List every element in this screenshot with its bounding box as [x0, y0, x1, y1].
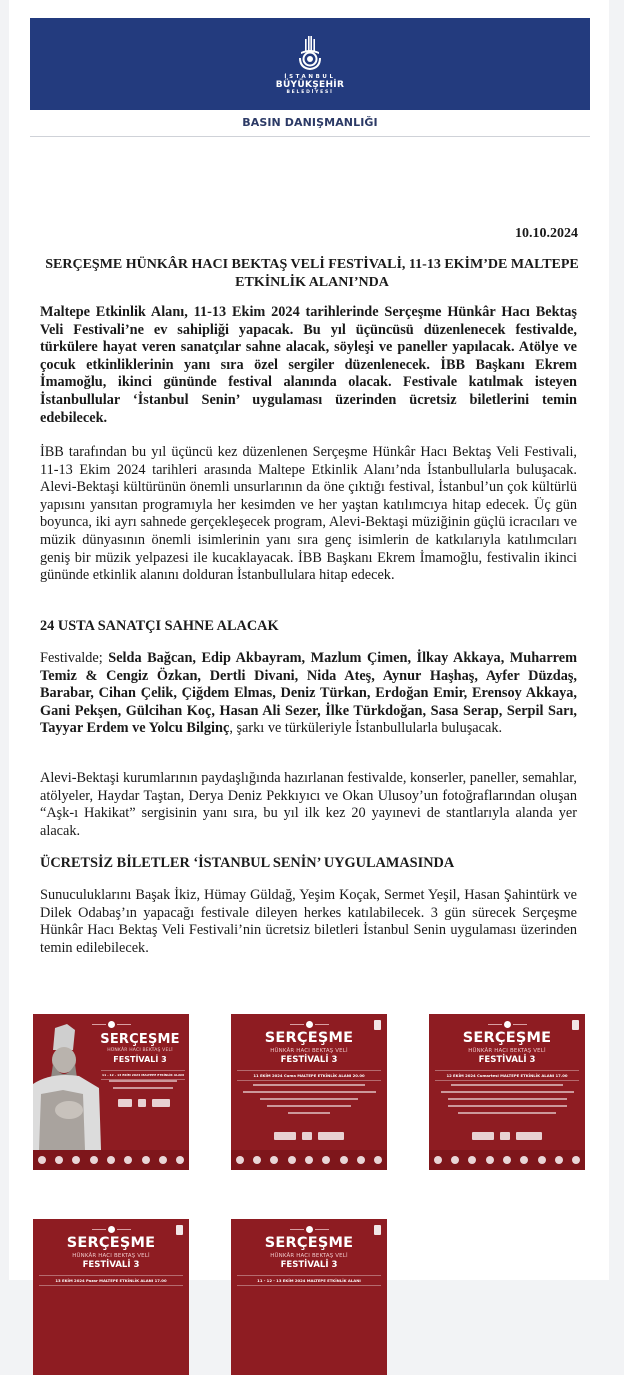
- body-paragraph-4: Sunuculuklarını Başak İkiz, Hümay Güldağ, Yeşim Koçak, Sermet Yeşil, Hasan Şahintürk ve Dilek Odabaş’ın yapacağı festivale dileyen herkes katılabilecek. 3 gün sürecek Serçeşme Hünkâr Hacı Bektaş Veli Festivali’nin ücretsiz biletleri İstanbul Senin uygulaması üzerinden temin edilebilecek.: [40, 887, 577, 956]
- poster-date-line: 11 EKİM 2024 Cuma MALTEPE ETKİNLİK ALANI 20.00: [237, 1070, 381, 1081]
- poster-date-line: 13 EKİM 2024 Pazar MALTEPE ETKİNLİK ALANI 17.00: [39, 1275, 183, 1286]
- poster-festival: FESTİVALİ 3: [280, 1055, 338, 1065]
- poster-subtitle: HÜNKÂR HACI BEKTAŞ VELİ: [270, 1048, 348, 1054]
- logo-text-istanbul: İSTANBUL: [284, 74, 336, 80]
- poster-festival: FESTİVALİ 3: [280, 1260, 338, 1270]
- festival-poster-image[interactable]: [33, 1219, 189, 1375]
- poster-ornament-icon: [306, 1021, 313, 1028]
- department-title: BASIN DANIŞMANLIĞI: [242, 116, 378, 129]
- poster-partner-logos: [231, 1150, 387, 1170]
- poster-title: SERÇEŞME: [100, 1032, 180, 1047]
- section-heading-tickets: ÜCRETSİZ BİLETLER ‘İSTANBUL SENİN’ UYGULAMASINDA: [40, 855, 455, 871]
- poster-program-lines: [239, 1084, 379, 1119]
- artists-list: Selda Bağcan, Edip Akbayram, Mazlum Çimen, İlkay Akkaya, Muharrem Temiz & Cengiz Özkan, Dertli Divani, Nida Ateş, Aynur Haşhaş, Ayfer Düzdaş, Barabar, Cihan Çelik, Çiğdem Elmas, Deniz Türkan, Erdoğan Emir, Erensoy Akkaya, Gani Pekşen, Gülcihan Koç, Hasan Ali Sezer, İlke Türkdoğan, Sasa Serap, Serpil Sarı, Tayyar Erdem ve Yolcu Bilginç: [40, 650, 578, 737]
- poster-date-line: 12 EKİM 2024 Cumartesi MALTEPE ETKİNLİK ALANI 17.00: [435, 1070, 579, 1081]
- poster-festival: FESTİVALİ 3: [113, 1055, 167, 1064]
- ibb-logo-icon: [297, 35, 323, 71]
- poster-badge-icon: [374, 1225, 381, 1235]
- artists-prefix: Festivalde;: [40, 650, 109, 666]
- poster-sponsor-logos: [429, 1132, 585, 1140]
- poster-date-line: 11 - 12 - 13 EKİM 2024 MALTEPE ETKİNLİK ALANI: [101, 1070, 185, 1080]
- lead-paragraph: Maltepe Etkinlik Alanı, 11-13 Ekim 2024 tarihlerinde Serçeşme Hünkâr Hacı Bektaş Veli Festivali’ne ev sahipliği yapacak. Bu yıl üçüncüsü düzenlenecek festivalde, türkülere hayat veren sanatçılar sahne alacak, söyleşi ve paneller yapılacak. Atölye ve çocuk etkinliklerinin yanı sıra özel sergiler düzenlenecek. İBB Başkanı Ekrem İmamoğlu, ikinci gününde festival alanında olacak. Festivale katılmak isteyen İstanbullular ‘İstanbul Senin’ uygulaması üzerinden ücretsiz biletlerini temin edebilecek.: [40, 304, 577, 426]
- poster-badge-icon: [572, 1020, 579, 1030]
- festival-poster-image[interactable]: [33, 1014, 189, 1170]
- poster-festival: FESTİVALİ 3: [478, 1055, 536, 1065]
- festival-poster-image[interactable]: [231, 1219, 387, 1375]
- poster-ornament-icon: [108, 1226, 115, 1233]
- poster-subtitle: HÜNKÂR HACI BEKTAŞ VELİ: [468, 1048, 546, 1054]
- poster-date-line: 11 - 12 - 13 EKİM 2024 MALTEPE ETKİNLİK ALANI: [237, 1275, 381, 1286]
- release-date: 10.10.2024: [515, 226, 578, 241]
- poster-subtitle: HÜNKÂR HACI BEKTAŞ VELİ: [107, 1048, 173, 1053]
- logo-text-buyuksehir: BÜYÜKŞEHİR: [275, 80, 345, 90]
- poster-subtitle: HÜNKÂR HACI BEKTAŞ VELİ: [270, 1253, 348, 1259]
- poster-title: SERÇEŞME: [66, 1235, 156, 1251]
- festival-poster-image[interactable]: [429, 1014, 585, 1170]
- header-divider: [30, 136, 590, 137]
- poster-festival: FESTİVALİ 3: [82, 1260, 140, 1270]
- ibb-header-banner: [30, 18, 590, 110]
- poster-title: SERÇEŞME: [264, 1235, 354, 1251]
- festival-poster-image[interactable]: [231, 1014, 387, 1170]
- poster-subtitle: HÜNKÂR HACI BEKTAŞ VELİ: [72, 1253, 150, 1259]
- poster-program-lines: [437, 1084, 577, 1119]
- poster-partner-logos: [33, 1150, 189, 1170]
- artists-suffix: , şarkı ve türküleriyle İstanbullularla buluşacak.: [229, 720, 503, 737]
- body-paragraph-3: Alevi-Bektaşi kurumlarının paydaşlığında hazırlanan festivalde, konserler, paneller, semahlar, atölyeler, Haydar Taştan, Derya Deniz Pekkıyıcı ve Okan Ulusoy’un fotoğraflarından oluşan “Aşk-ı Hakikat” sergisinin yanı sıra, bu yıl ilk kez 20 yayınevi de stantlarıyla alanda yer alacak.: [40, 770, 578, 839]
- poster-program-lines: [105, 1080, 181, 1094]
- poster-sponsor-logos: [99, 1099, 189, 1107]
- poster-title: SERÇEŞME: [462, 1030, 552, 1046]
- poster-sponsor-logos: [231, 1132, 387, 1140]
- article-title: SERÇEŞME HÜNKÂR HACI BEKTAŞ VELİ FESTİVALİ, 11-13 EKİM’DE MALTEPE ETKİNLİK ALANI’NDA: [45, 257, 579, 290]
- poster-ornament-icon: [306, 1226, 313, 1233]
- poster-badge-icon: [176, 1225, 183, 1235]
- logo-text-belediyesi: BELEDİYESİ: [286, 90, 334, 95]
- poster-badge-icon: [374, 1020, 381, 1030]
- poster-ornament-icon: [108, 1021, 115, 1028]
- body-paragraph-1: İBB tarafından bu yıl üçüncü kez düzenlenen Serçeşme Hünkâr Hacı Bektaş Veli Festivali, 11-13 Ekim 2024 tarihleri arasında Maltepe Etkinlik Alanı’nda İstanbullularla buluşacak. Alevi-Bektaşi kültürünün önemli unsurlarının da öne çıktığı festival, İstanbul’un çok kültürlü yapısını yansıtan programıyla her kesimden ve her yaştan katılımcıya hitap edecek. Üç gün boyunca, iki ayrı sahnede gerçekleşecek program, Alevi-Bektaşi müziğinin güçlü icracıları ve müzik dünyasının önemli isimlerinin yanı sıra genç isimlerin de katkılarıyla katılımcıları geniş bir müzik yelpazesi ile kucaklayacak. İBB Başkanı Ekrem İmamoğlu, festivalin ikinci gününde etkinlik alanını dolduran İstanbullulara hitap edecek.: [40, 444, 577, 584]
- poster-title: SERÇEŞME: [264, 1030, 354, 1046]
- body-paragraph-artists: [40, 650, 577, 738]
- section-heading-artists: 24 USTA SANATÇI SAHNE ALACAK: [40, 618, 279, 634]
- poster-partner-logos: [429, 1150, 585, 1170]
- poster-ornament-icon: [504, 1021, 511, 1028]
